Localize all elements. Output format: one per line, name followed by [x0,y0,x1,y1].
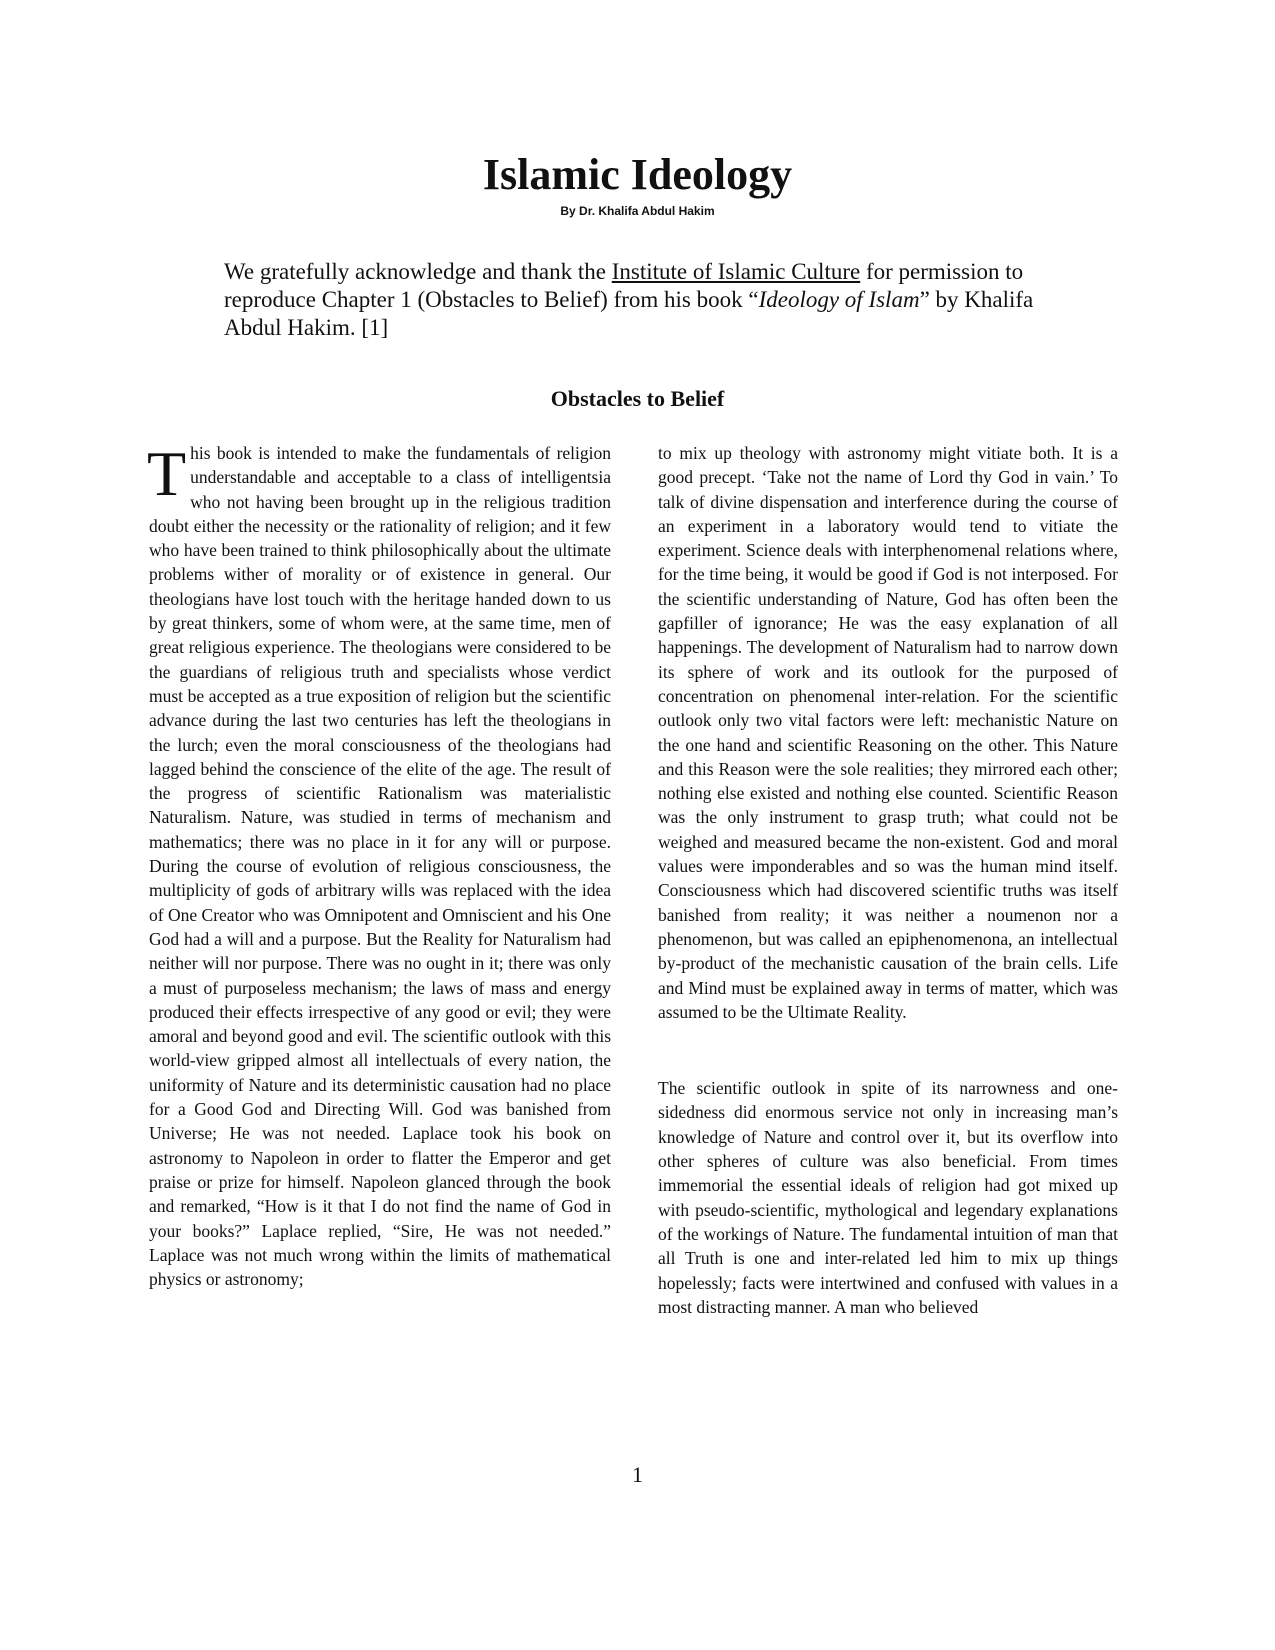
left-column [147,438,611,1291]
page-number: 1 [632,1462,643,1487]
book-title: Ideology of Islam [758,287,920,312]
document-title: Islamic Ideology [482,150,793,199]
right-column [658,441,1118,1319]
right-column-paragraph-1: to mix up theology with astronomy might vitiate both. It is a good precept. ‘Take not the name of Lord thy God in vain.’ To talk of divine dispensation and interference during the course of an experiment in a laboratory would tend to vitiate the experiment. Science deals with interphenomenal relations where, for the time being, it would be good if God is not interposed. For the scientific understanding of Nature, God has often been the gapfiller of ignorance; He was the easy explanation of all happenings. The development of Naturalism had to narrow down its sphere of work and its outlook for the purposed of concentration on phenomenal inter-relation. For the scientific outlook only two vital factors were left: mechanistic Nature on the one hand and scientific Reasoning on the other. This Nature and this Reason were the sole realities; they mirrored each other; nothing else existed and nothing else counted. Scientific Reason was the only instrument to grasp truth; what could not be weighed and measured became the non-existent. God and moral values were imponderables and so was the human mind itself. Consciousness which had discovered scientific truths was itself banished from reality; it was neither a noumenon nor a phenomenon, but was called an epiphenomenona, an intellectual by-product of the mechanistic causation of the brain cells. Life and Mind must be explained away in terms of matter, which was assumed to be the Ultimate Reality. [658,443,1118,1022]
right-column-paragraph-2: The scientific outlook in spite of its narrowness and one-sidedness did enormous service not only in increasing man’s knowledge of Nature and control over it, but its overflow into other spheres of culture was also beneficial. From times immemorial the essential ideals of religion had got mixed up with pseudo-scientific, mythological and legendary explanations of the workings of Nature. The fundamental intuition of man that all Truth is one and inter-related led him to mix up things hopelessly; facts were intertwined and confused with values in a most distracting manner. A man who believed [658,1078,1118,1317]
acknowledgement-paragraph [224,258,1054,342]
acknowledgement-text-start: We gratefully acknowledge and thank the [224,259,612,284]
drop-cap: T [147,438,187,509]
acknowledgement-text-middle: for permission to reproduce Chapter 1 (Obstacles to Belief) from his book “ [224,259,1024,312]
institute-link[interactable]: Institute of Islamic Culture [611,259,861,284]
author-byline: By Dr. Khalifa Abdul Hakim [560,204,715,218]
left-column-paragraph [147,438,611,1291]
left-column-text: his book is intended to make the fundamentals of religion understandable and acceptable to a class of intelligentsia who not having been brought up in the religious tradition doubt either the necessity or the rationality of religion; and it few who have been trained to think philosophically about the ultimate problems wither of morality or of existence in general. Our theologians have lost touch with the heritage handed down to us by great thinkers, some of whom were, at the same time, men of great religious experience. The theologians were considered to be the guardians of religious truth and specialists whose verdict must be accepted as a true exposition of religion but the scientific advance during the last two centuries has left the theologians in the lurch; even the moral consciousness of the theologians had lagged behind the conscience of the elite of the age. The result of the progress of scientific Rationalism was materialistic Naturalism. Nature, was studied in terms of mechanism and mathematics; there was no place in it for any will or purpose. During the course of evolution of religious consciousness, the multiplicity of gods of arbitrary wills was replaced with the idea of One Creator who was Omnipotent and Omniscient and his One God had a will and a purpose. But the Reality for Naturalism had neither will nor purpose. There was no ought in it; there was only a must of purposeless mechanism; the laws of mass and energy produced their effects irrespective of any good or evil; they were amoral and beyond good and evil. The scientific outlook with this world-view gripped almost all intellectuals of every nation, the uniformity of Nature and its deterministic causation had no place for a Good God and Directing Will. God was banished from Universe; He was not needed. Laplace took his book on astronomy to Napoleon in order to flatter the Emperor and get praise or prize for himself. Napoleon glanced through the book and remarked, “How is it that I do not find the name of God in your books?” Laplace replied, “Sire, He was not needed.” Laplace was not much wrong within the limits of mathematical physics or astronomy; [149,443,611,1290]
acknowledgement-text-end: ” by Khalifa Abdul Hakim. [1] [224,287,1034,340]
section-title: Obstacles to Belief [550,386,725,411]
